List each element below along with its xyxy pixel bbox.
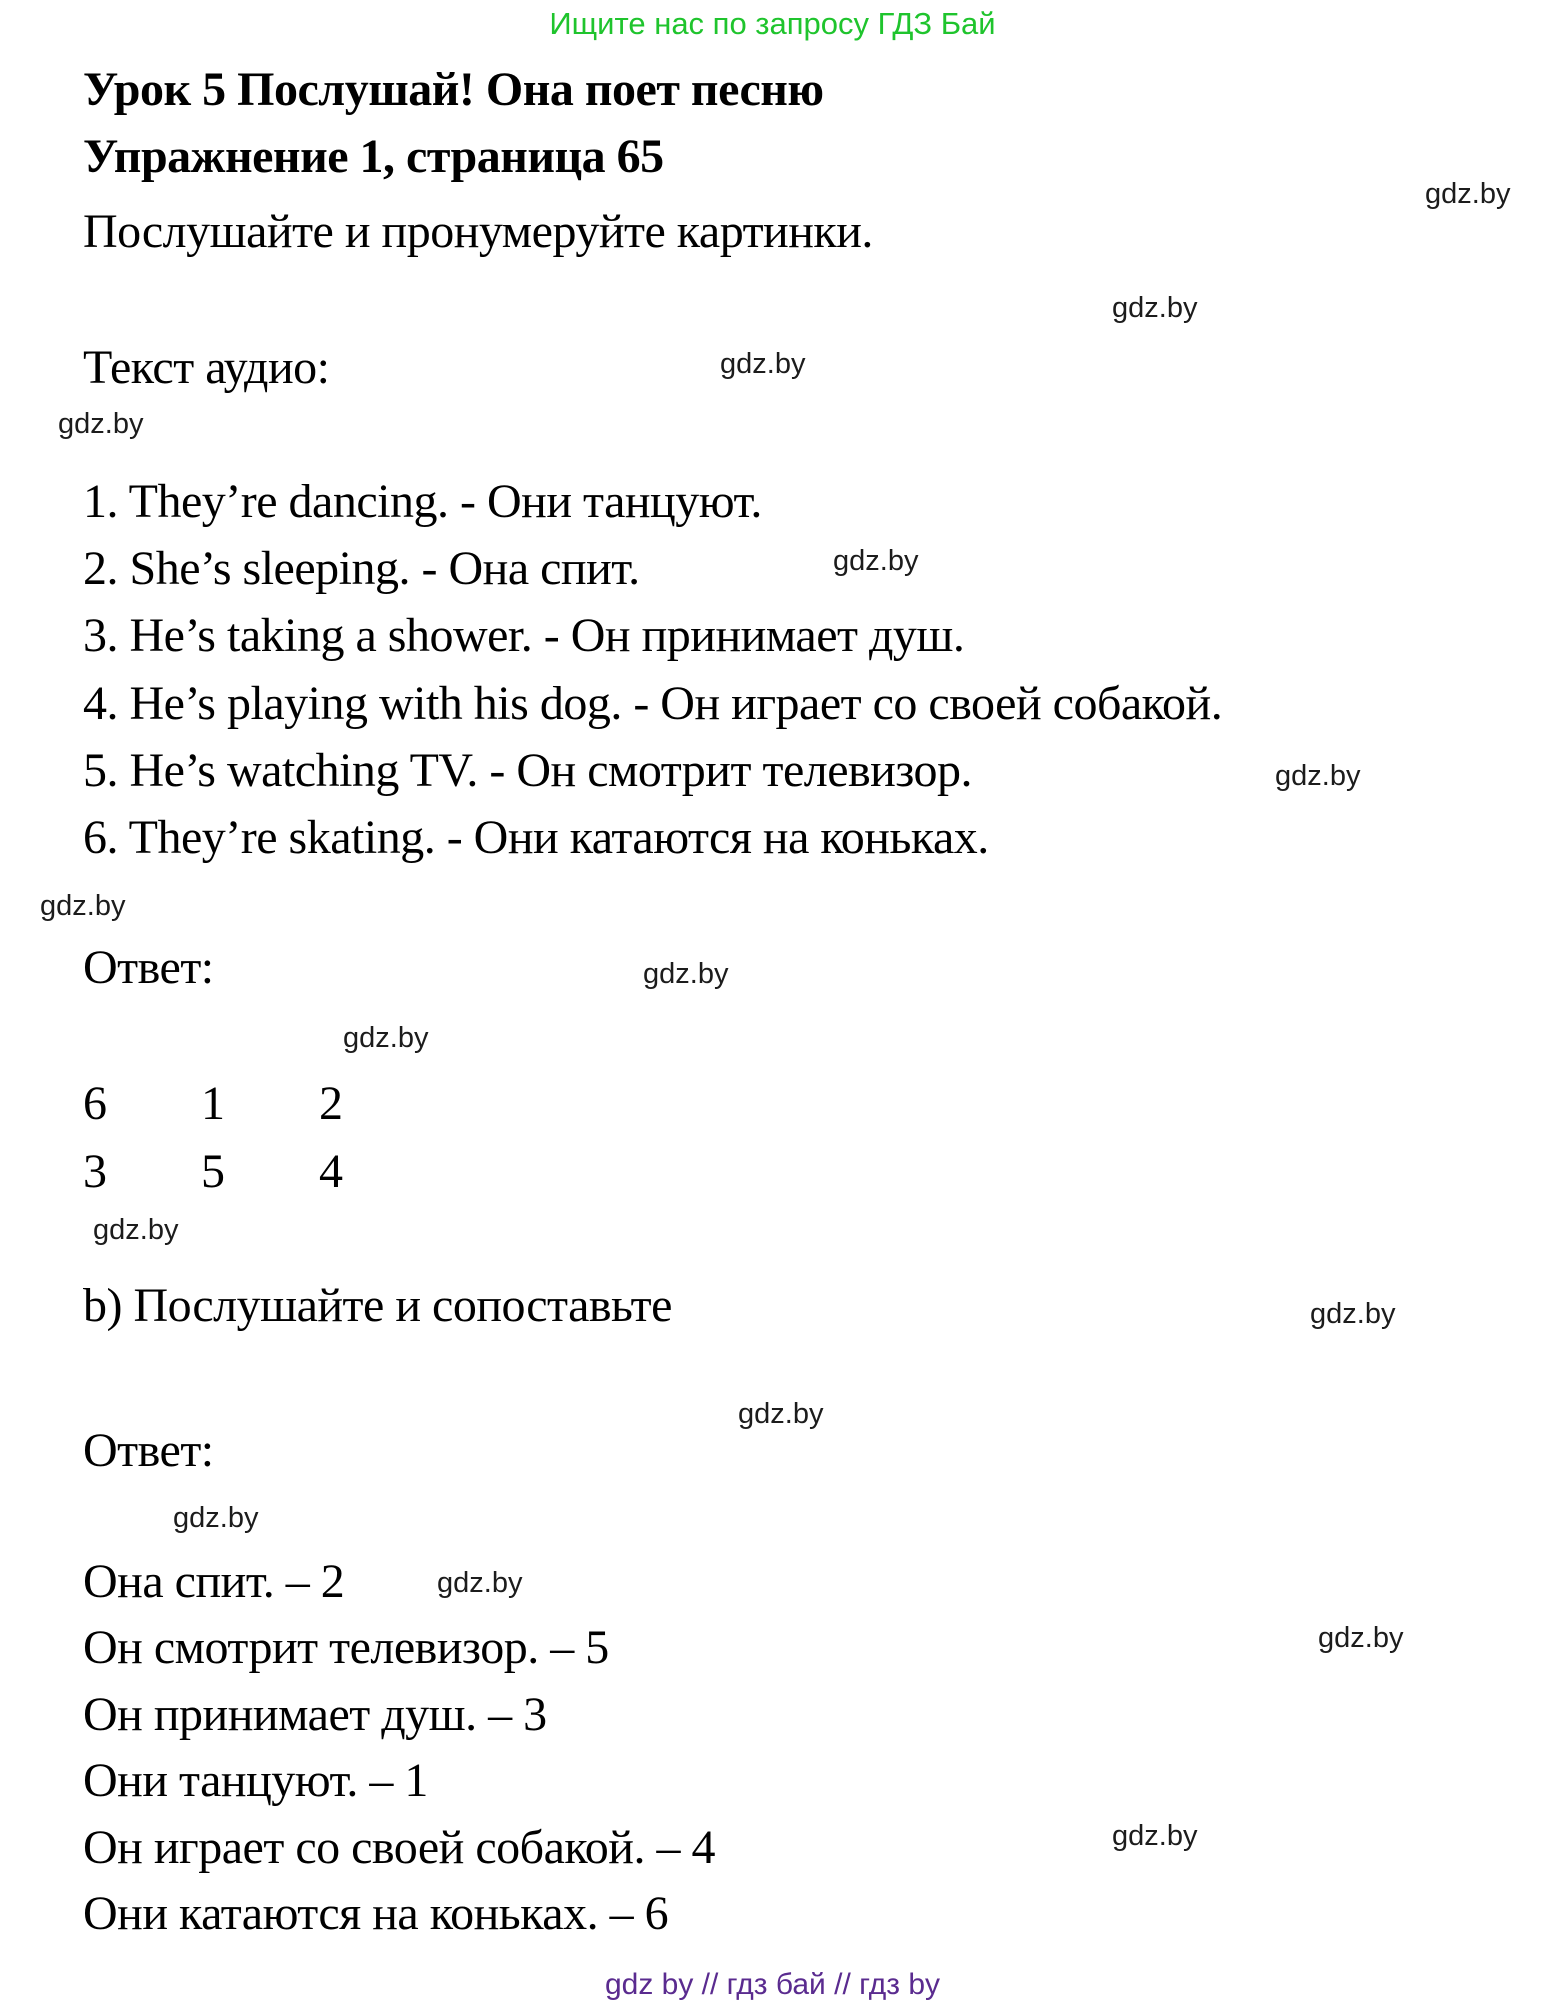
answer-grid-cell: 4 <box>319 1145 343 1198</box>
answer-grid-cell: 1 <box>201 1077 225 1130</box>
match-item-6: Они катаются на коньках. – 6 <box>83 1887 669 1940</box>
lesson-title: Урок 5 Послушай! Она поет песню <box>83 63 824 116</box>
gdz-watermark: gdz.by <box>343 1022 429 1054</box>
gdz-watermark: gdz.by <box>1425 178 1511 210</box>
answer-grid-cell: 5 <box>201 1145 225 1198</box>
audio-item-6: 6. They’re skating. - Они катаются на коньках. <box>83 811 989 864</box>
audio-item-4: 4. He’s playing with his dog. - Он играет со своей собакой. <box>83 677 1223 730</box>
gdz-watermark: gdz.by <box>173 1502 259 1534</box>
answer-grid-row-1 <box>83 1078 437 1131</box>
audio-item-1: 1. They’re dancing. - Они танцуют. <box>83 475 762 528</box>
audio-item-5: 5. He’s watching TV. - Он смотрит телевизор. <box>83 744 973 797</box>
audio-label: Текст аудио: <box>83 341 330 394</box>
match-item-5: Он играет со своей собакой. – 4 <box>83 1821 715 1874</box>
gdz-watermark: gdz.by <box>93 1214 179 1246</box>
footer-credits: gdz by // гдз бай // гдз by <box>604 1968 941 2001</box>
gdz-watermark: gdz.by <box>833 545 919 577</box>
answer-grid-row-2 <box>83 1146 437 1199</box>
gdz-watermark: gdz.by <box>738 1398 824 1430</box>
match-item-3: Он принимает душ. – 3 <box>83 1688 547 1741</box>
gdz-watermark: gdz.by <box>643 958 729 990</box>
audio-item-2: 2. She’s sleeping. - Она спит. <box>83 542 640 595</box>
answer-label-b: Ответ: <box>83 1424 214 1477</box>
gdz-watermark: gdz.by <box>1275 760 1361 792</box>
task-instruction: Послушайте и пронумеруйте картинки. <box>83 205 873 258</box>
answer-grid-cell: 6 <box>83 1077 107 1130</box>
answer-label-a: Ответ: <box>83 941 214 994</box>
match-item-1: Она спит. – 2 <box>83 1555 345 1608</box>
gdz-watermark: gdz.by <box>58 408 144 440</box>
gdz-watermark: gdz.by <box>720 348 806 380</box>
gdz-watermark: gdz.by <box>1112 292 1198 324</box>
gdz-watermark: gdz.by <box>437 1567 523 1599</box>
gdz-watermark: gdz.by <box>1112 1820 1198 1852</box>
promo-banner: Ищите нас по запросу ГДЗ Бай <box>549 6 996 41</box>
gdz-watermark: gdz.by <box>1310 1298 1396 1330</box>
exercise-subtitle: Упражнение 1, страница 65 <box>83 130 664 183</box>
gdz-watermark: gdz.by <box>40 890 126 922</box>
part-b-title: b) Послушайте и сопоставьте <box>83 1279 672 1332</box>
audio-item-3: 3. He’s taking a shower. - Он принимает душ. <box>83 609 965 662</box>
answer-grid-cell: 3 <box>83 1145 107 1198</box>
match-item-4: Они танцуют. – 1 <box>83 1754 428 1807</box>
match-item-2: Он смотрит телевизор. – 5 <box>83 1621 609 1674</box>
gdz-watermark: gdz.by <box>1318 1622 1404 1654</box>
answer-grid-cell: 2 <box>319 1077 343 1130</box>
